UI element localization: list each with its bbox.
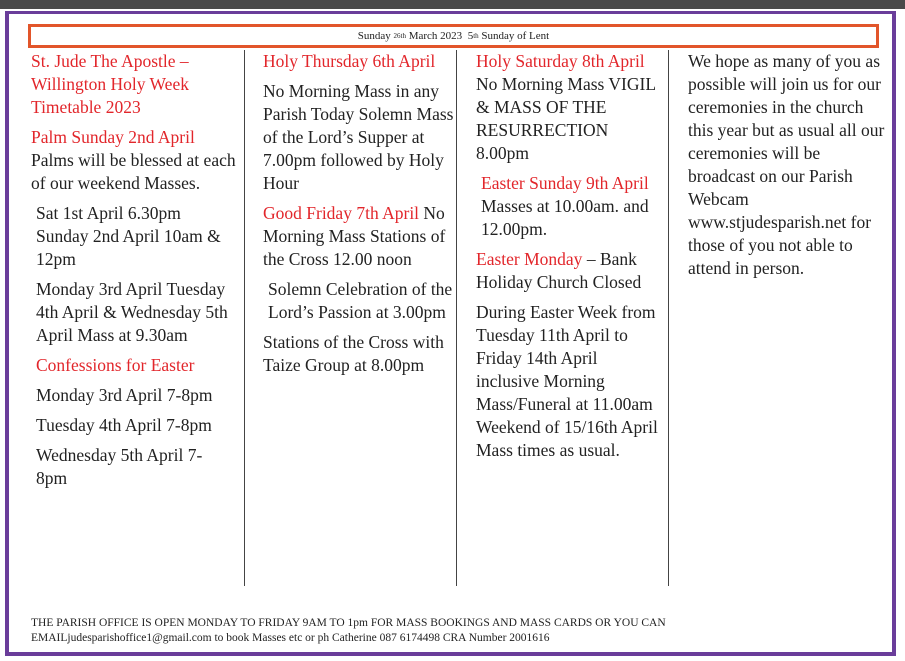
easter-week-text: During Easter Week from Tuesday 11th April to Friday 14th April inclusive Morning Mass/Funeral at 11.00am Weekend of 15/16th April Mass times as usual. — [476, 302, 658, 460]
holy-saturday-block — [476, 50, 663, 165]
header-day: Sunday — [357, 30, 391, 42]
column-3 — [476, 50, 663, 469]
column-divider-1 — [244, 50, 245, 586]
column-divider-3 — [668, 50, 669, 586]
footer-line-1: THE PARISH OFFICE IS OPEN MONDAY TO FRIDAY 9AM TO 1pm FOR MASS BOOKINGS AND MASS CARDS OR YOU CAN — [31, 617, 666, 629]
good-friday-heading: Good Friday 7th April — [263, 203, 420, 223]
parish-office-footer — [31, 616, 891, 646]
header-lent-text: Sunday of Lent — [481, 30, 550, 42]
friday-stations: Stations of the Cross with Taize Group at 8.00pm — [263, 332, 444, 375]
header-month-year: March 2023 — [408, 30, 463, 42]
easter-sunday-block — [476, 172, 663, 241]
date-header: Sunday 26 th March 2023 5 th Sunday of Lent — [28, 24, 879, 48]
holy-saturday-text: No Morning Mass VIGIL & MASS OF THE RESURRECTION 8.00pm — [476, 74, 656, 163]
easter-sunday-heading: Easter Sunday 9th April — [481, 173, 649, 193]
timetable-title: St. Jude The Apostle – Willington Holy Week Timetable 2023 — [31, 51, 189, 117]
easter-monday-heading: Easter Monday — [476, 249, 583, 269]
top-bar — [0, 0, 905, 9]
palm-sunday-heading: Palm Sunday 2nd April — [31, 127, 195, 147]
webcam-notice: We hope as many of you as possible will join us for our ceremonies in the church this year but as usual all our ceremonies will be broadcast on our Parish Webcam www.stjudesparish.net for those of you not able to attend in person. — [688, 51, 885, 278]
footer-line-2: EMAILjudesparishoffice1@gmail.com to book Masses etc or ph Catherine 087 6174498 CRA Number 2001616 — [31, 632, 550, 644]
palm-sunday-times: Sat 1st April 6.30pm Sunday 2nd April 10am & 12pm — [36, 203, 221, 269]
column-1 — [31, 50, 236, 497]
confession-tuesday: Tuesday 4th April 7-8pm — [36, 415, 212, 435]
easter-monday-block — [476, 248, 663, 294]
column-4 — [688, 50, 888, 287]
column-divider-2 — [456, 50, 457, 586]
holy-thursday-heading: Holy Thursday 6th April — [263, 51, 436, 71]
holy-thursday-text: No Morning Mass in any Parish Today Solemn Mass of the Lord’s Supper at 7.00pm followed by Holy Hour — [263, 81, 454, 193]
header-lent-number: 5 — [467, 30, 474, 42]
solemn-celebration: Solemn Celebration of the Lord’s Passion at 3.00pm — [268, 279, 453, 322]
easter-sunday-text: Masses at 10.00am. and 12.00pm. — [481, 196, 649, 239]
palm-sunday-text: Palms will be blessed at each of our weekend Masses. — [31, 150, 236, 193]
good-friday-block — [263, 202, 468, 271]
confession-wednesday: Wednesday 5th April 7- 8pm — [36, 445, 203, 488]
column-2 — [263, 50, 468, 384]
holy-saturday-heading: Holy Saturday 8th April — [476, 51, 645, 71]
good-friday-text: No Morning Mass Stations of the Cross 12.00 noon — [263, 203, 446, 269]
confession-monday: Monday 3rd April 7-8pm — [36, 385, 213, 405]
weekday-masses: Monday 3rd April Tuesday 4th April & Wednesday 5th April Mass at 9.30am — [36, 279, 228, 345]
easter-monday-text: – Bank Holiday Church Closed — [476, 249, 642, 292]
confessions-heading: Confessions for Easter — [36, 355, 195, 375]
